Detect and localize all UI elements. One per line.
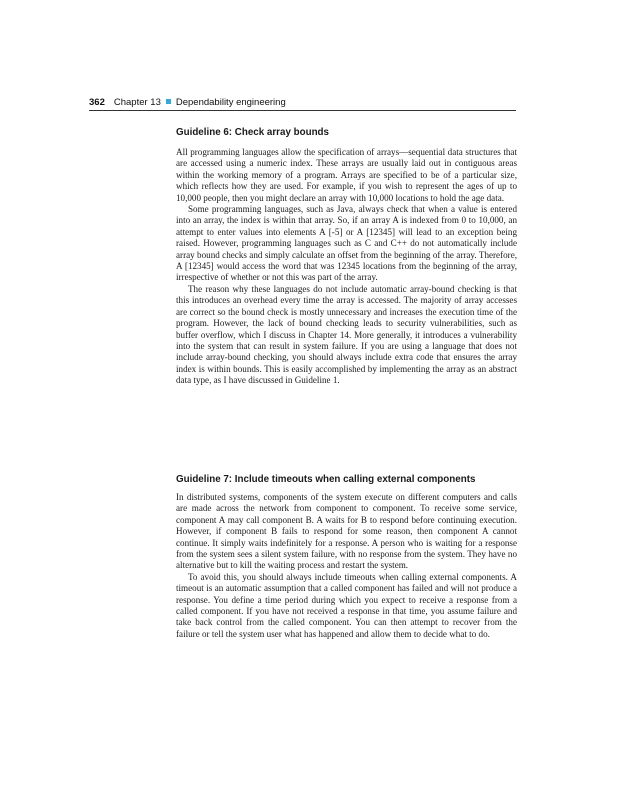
chapter-label: Chapter 13 bbox=[113, 97, 161, 108]
guideline-6-paragraph-3: The reason why these languages do not include automatic array-bound checking is that this introduces an overhead every time the array is accessed. The majority of array accesses are correct so the bound check is mostly unnecessary and increases the execution time of the program. However, the lack of bound checking leads to security vulnerabilities, such as buffer overflow, which I discuss in Chapter 14. More generally, it introduces a vulnerability into the system that can result in system failure. If you are using a language that does not include array-bound checking, you should always include extra code that ensures the array index is within bounds. This is easily accomplished by implementing the array as an abstract data type, as I have discussed in Guideline 1. bbox=[176, 283, 517, 386]
header-rule bbox=[89, 110, 516, 111]
chapter-title: Dependability engineering bbox=[175, 97, 286, 108]
guideline-6-paragraph-1: All programming languages allow the specification of arrays—sequential data structures that are accessed using a numeric index. These arrays are usually laid out in contiguous areas within the working memory of a program. Arrays are specified to be of a particular size, which reflects how they are used. For example, if you wish to represent the ages of up to 10,000 people, then you might declare an array with 10,000 locations to hold the age data. bbox=[176, 147, 517, 203]
guideline-6-paragraph-2: Some programming languages, such as Java, always check that when a value is entered into an array, the index is within that array. So, if an array A is indexed from 0 to 10,000, an attempt to enter values into elements A [-5] or A [12345] will lead to an exception being raised. However, programming languages such as C and C++ do not automatically include array bound checks and simply calculate an offset from the beginning of the array. Therefore, A [12345] would access the word that was 12345 locations from the beginning of the array, irrespective of whether or not this was part of the array. bbox=[176, 204, 517, 283]
guideline-6-heading: Guideline 6: Check array bounds bbox=[176, 127, 329, 138]
guideline-7-heading: Guideline 7: Include timeouts when calling external components bbox=[176, 474, 476, 485]
page-number: 362 bbox=[89, 97, 105, 108]
guideline-7-paragraph-1: In distributed systems, components of the system execute on different computers and calls are made across the network from component to component. To receive some service, component A may call component B. A waits for B to respond before continuing execution. However, if component B fails to respond for some reason, then component A cannot continue. It simply waits indefinitely for a response. A person who is waiting for a response from the system sees a silent system failure, with no response from the system. They have no alternative but to kill the waiting process and restart the system. bbox=[176, 492, 517, 571]
running-header bbox=[89, 97, 516, 111]
guideline-7-body bbox=[176, 492, 517, 640]
guideline-6-body bbox=[176, 147, 517, 387]
guideline-7-paragraph-2: To avoid this, you should always include timeouts when calling external components. A timeout is an automatic assumption that a called component has failed and will not produce a response. You define a time period during which you expect to receive a response from a called component. If you have not received a response in that time, you assume failure and take back control from the called component. You can then attempt to recover from the failure or tell the system user what has happened and allow them to decide what to do. bbox=[176, 571, 517, 639]
header-bullet bbox=[166, 99, 171, 104]
